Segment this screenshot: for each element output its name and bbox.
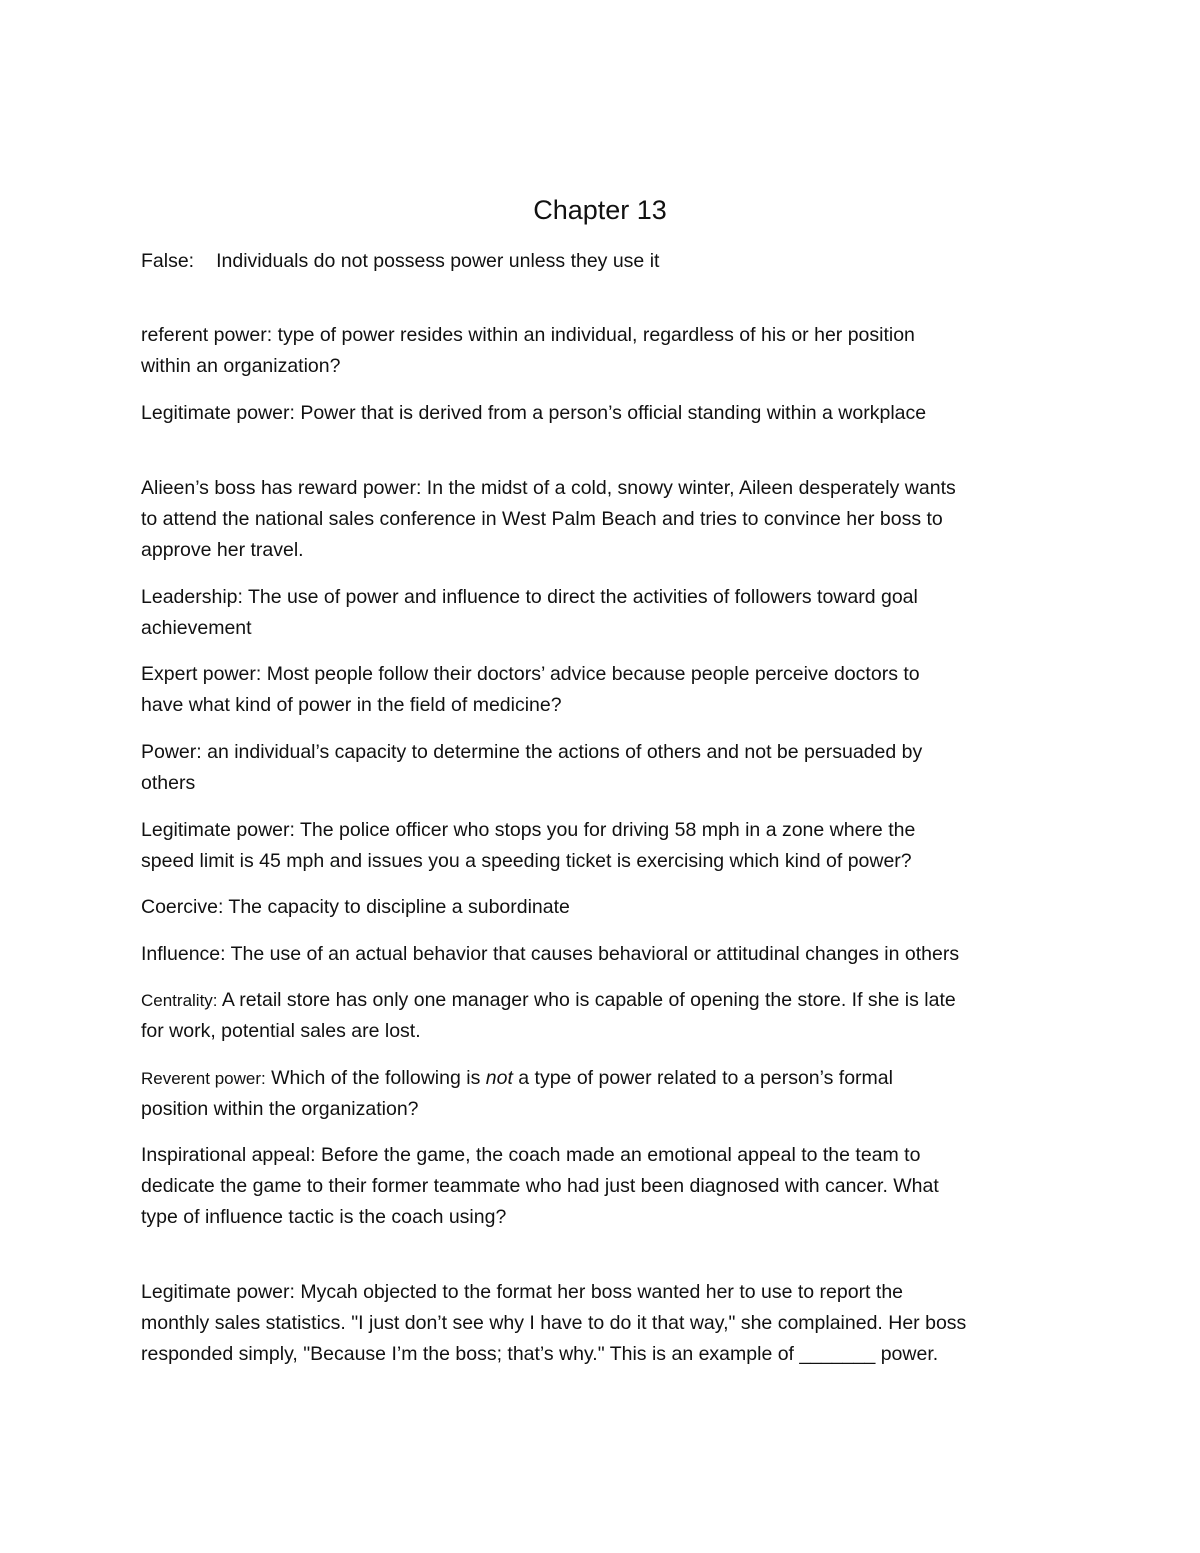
entry-false — [141, 246, 1071, 277]
entry-term: Reverent power: — [141, 1069, 266, 1088]
entry-text: Which of the following is — [265, 1067, 486, 1089]
entry-inspirational-appeal — [141, 1140, 1071, 1233]
entry-line: have what kind of power in the field of medicine? — [141, 694, 562, 716]
entry-line: Legitimate power: Mycah objected to the format her boss wanted her to use to report the — [141, 1281, 904, 1303]
entry-line: type of influence tactic is the coach using? — [141, 1206, 507, 1228]
entry-line: Influence: The use of an actual behavior that causes behavioral or attitudinal changes in others — [141, 943, 960, 965]
entry-line: Power: an individual’s capacity to determine the actions of others and not be persuaded by — [141, 741, 923, 763]
entry-leadership — [141, 582, 1071, 644]
entry-line: dedicate the game to their former teammate who had just been diagnosed with cancer. What — [141, 1175, 939, 1197]
entry-referent-power — [141, 320, 1071, 382]
entry-line: responded simply, "Because I’m the boss; that’s why." This is an example of _______ power. — [141, 1343, 939, 1365]
entry-line: others — [141, 772, 196, 794]
entry-line: to attend the national sales conference in West Palm Beach and tries to convince her boss to — [141, 508, 943, 530]
entry-line: Leadership: The use of power and influence to direct the activities of followers toward goal — [141, 586, 918, 608]
entry-line: within an organization? — [141, 355, 341, 377]
page-title: Chapter 13 — [533, 195, 667, 225]
entry-line: Coercive: The capacity to discipline a subordinate — [141, 896, 570, 918]
entry-line: for work, potential sales are lost. — [141, 1020, 421, 1042]
entry-expert-power — [141, 659, 1071, 721]
entry-text: Individuals do not possess power unless they use it — [216, 250, 660, 272]
entry-line: referent power: type of power resides within an individual, regardless of his or her position — [141, 324, 915, 346]
entry-coercive — [141, 892, 1071, 923]
entry-reverent-power — [141, 1063, 1071, 1125]
entry-line: Expert power: Most people follow their doctors’ advice because people perceive doctors to — [141, 663, 920, 685]
entry-line: Alieen’s boss has reward power: In the midst of a cold, snowy winter, Aileen desperately wants — [141, 477, 956, 499]
entry-line: approve her travel. — [141, 539, 304, 561]
entry-term: False: — [141, 250, 195, 272]
entry-centrality — [141, 985, 1071, 1047]
entry-line: position within the organization? — [141, 1098, 419, 1120]
entry-legitimate-power-2 — [141, 815, 1071, 877]
entry-line: achievement — [141, 617, 252, 639]
entry-line: Inspirational appeal: Before the game, the coach made an emotional appeal to the team to — [141, 1144, 921, 1166]
entry-line: Legitimate power: The police officer who stops you for driving 58 mph in a zone where the — [141, 819, 916, 841]
entry-term: Centrality: — [141, 991, 218, 1010]
entry-legitimate-power-3 — [141, 1277, 1071, 1370]
entry-text: A retail store has only one manager who is capable of opening the store. If she is late — [217, 989, 956, 1011]
entry-line: speed limit is 45 mph and issues you a speeding ticket is exercising which kind of power? — [141, 850, 912, 872]
emphasis-text: not — [485, 1067, 513, 1089]
entry-power — [141, 737, 1071, 799]
entry-text: a type of power related to a person’s formal — [512, 1067, 893, 1089]
entry-line: monthly sales statistics. "I just don’t see why I have to do it that way," she complained. Her boss — [141, 1312, 967, 1334]
entry-legitimate-power-1 — [141, 398, 1071, 429]
entry-line: Legitimate power: Power that is derived from a person’s official standing within a workplace — [141, 402, 927, 424]
entry-influence — [141, 939, 1071, 970]
entry-reward-power — [141, 473, 1071, 566]
